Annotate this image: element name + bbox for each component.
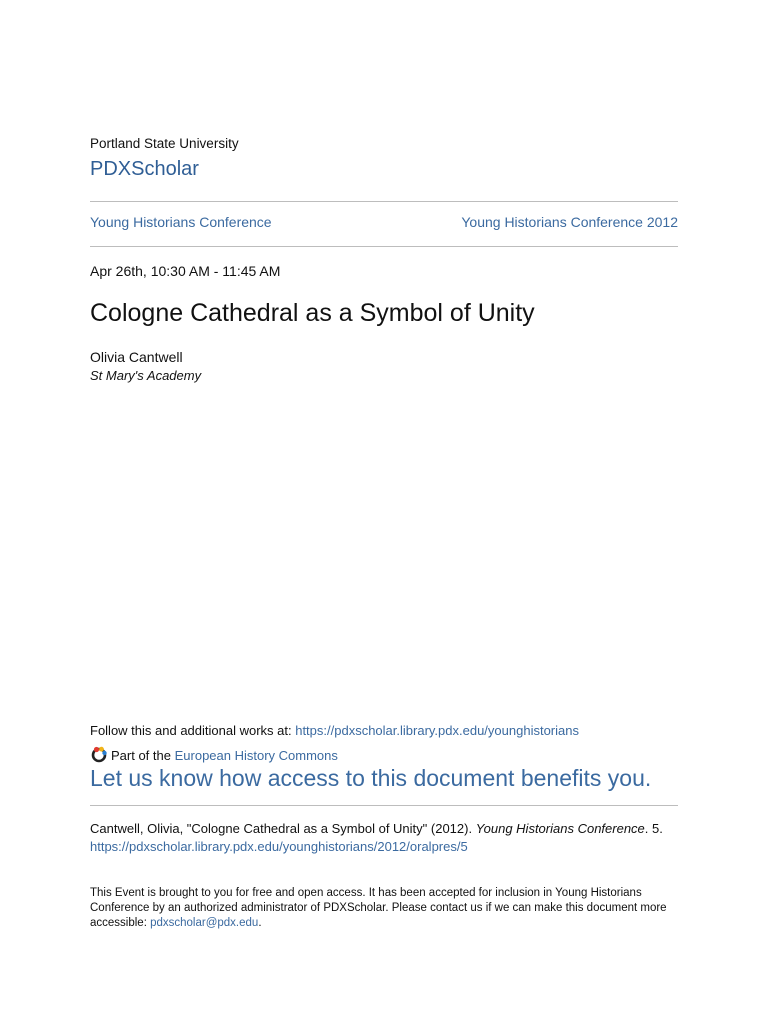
divider-bottom: [90, 246, 678, 247]
partof-prefix: Part of the: [111, 747, 171, 763]
breadcrumb-conference-year[interactable]: Young Historians Conference 2012: [461, 214, 678, 230]
citation: [90, 820, 690, 856]
access-notice: [90, 886, 680, 931]
repository-link[interactable]: PDXScholar: [90, 158, 199, 180]
institution-name: Portland State University: [90, 136, 239, 151]
citation-text: Cantwell, Olivia, "Cologne Cathedral as a Symbol of Unity" (2012).: [90, 821, 476, 836]
network-commons-icon: [90, 746, 108, 764]
access-benefit-link[interactable]: Let us know how access to this document benefits you.: [90, 765, 652, 791]
event-date: Apr 26th, 10:30 AM - 11:45 AM: [90, 263, 281, 279]
citation-url-link[interactable]: https://pdxscholar.library.pdx.edu/younghistorians/2012/oralpres/5: [90, 839, 468, 854]
contact-email-link[interactable]: pdxscholar@pdx.edu: [150, 917, 259, 929]
notice-end: .: [258, 917, 262, 929]
page-title: Cologne Cathedral as a Symbol of Unity: [90, 299, 535, 327]
divider-top: [90, 201, 678, 202]
european-history-commons-link[interactable]: European History Commons: [174, 747, 338, 763]
breadcrumb-conference[interactable]: Young Historians Conference: [90, 214, 272, 230]
follow-prefix: Follow this and additional works at:: [90, 723, 296, 738]
follow-line: [90, 723, 579, 738]
citation-suffix: . 5.: [644, 821, 663, 836]
author-affiliation: St Mary's Academy: [90, 368, 202, 383]
divider-footer: [90, 805, 678, 806]
follow-url-link[interactable]: https://pdxscholar.library.pdx.edu/younghistorians: [295, 723, 579, 738]
author-name: Olivia Cantwell: [90, 349, 183, 365]
citation-series: Young Historians Conference: [475, 821, 645, 836]
notice-text: This Event is brought to you for free and open access. It has been accepted for inclusion in Young Historians Conference by an authorized administrator of PDXScholar. Please contact us if we can make this document more accessible:: [90, 887, 667, 929]
part-of-line: [90, 746, 338, 764]
